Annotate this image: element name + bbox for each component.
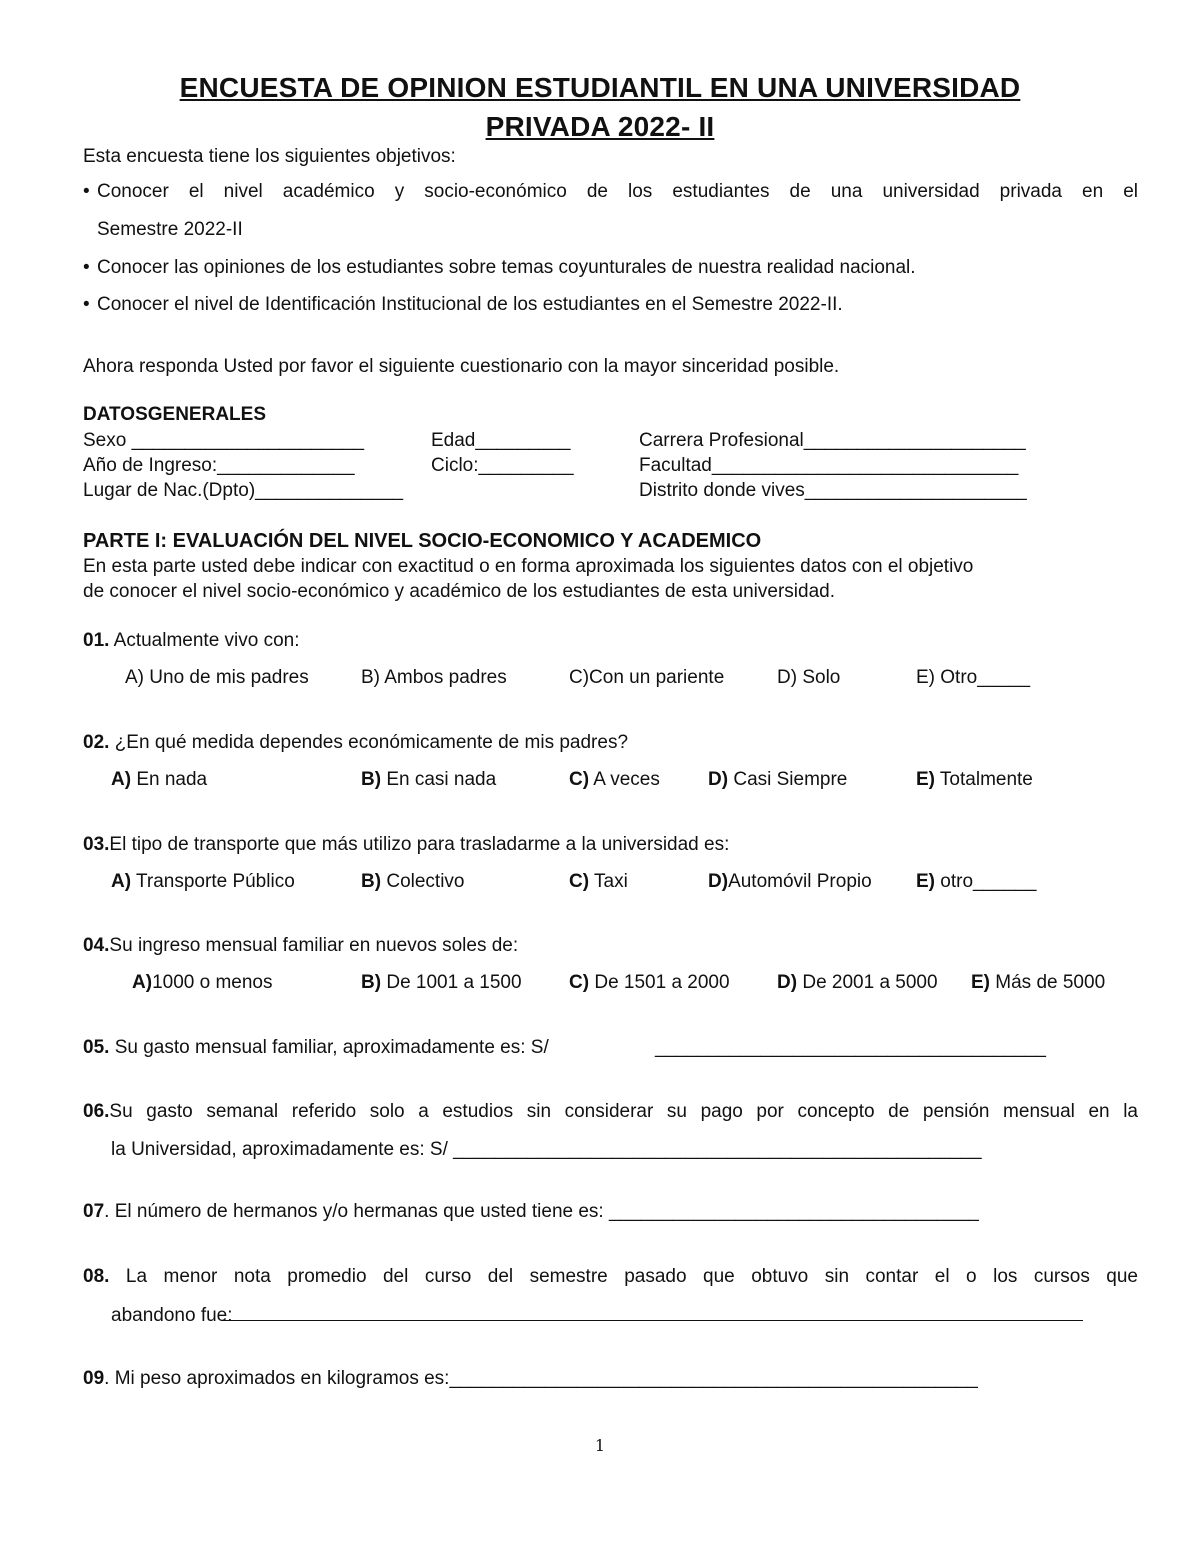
- q02-option-c[interactable]: C) A veces: [569, 769, 660, 790]
- question-07[interactable]: 07. El número de hermanos y/o hermanas que usted tiene es: ___________________________________: [83, 1201, 979, 1222]
- q03-option-d[interactable]: D)Automóvil Propio: [708, 871, 872, 892]
- question-06: 06.Su gasto semanal referido solo a estudios sin considerar su pago por concepto de pensión mensual en la: [83, 1101, 1138, 1122]
- q08-underline[interactable]: [221, 1302, 1083, 1321]
- q03-option-c[interactable]: C) Taxi: [569, 871, 628, 892]
- question-01: 01. Actualmente vivo con:: [83, 630, 300, 651]
- q08-answer-line[interactable]: abandono fue:: [111, 1302, 1083, 1328]
- ingreso-field[interactable]: Año de Ingreso:_____________: [83, 455, 355, 476]
- datos-generales-heading: DATOSGENERALES: [83, 404, 266, 425]
- parte1-desc-2: de conocer el nivel socio-económico y académico de los estudiantes de esta universidad.: [83, 581, 835, 602]
- q05-answer-blank[interactable]: _____________________________________: [655, 1037, 1046, 1058]
- question-04: 04.Su ingreso mensual familiar en nuevos soles de:: [83, 935, 519, 956]
- q01-option-e[interactable]: E) Otro_____: [916, 667, 1031, 688]
- q03-option-a[interactable]: A) Transporte Público: [111, 871, 295, 892]
- q01-option-c[interactable]: C)Con un pariente: [569, 667, 725, 688]
- ciclo-field[interactable]: Ciclo:_________: [431, 455, 574, 476]
- q04-option-e[interactable]: E) Más de 5000: [971, 972, 1106, 993]
- parte1-desc-1: En esta parte usted debe indicar con exactitud o en forma aproximada los siguientes datos con el objetivo: [83, 556, 974, 577]
- lugar-field[interactable]: Lugar de Nac.(Dpto)______________: [83, 480, 404, 501]
- page-number: 1: [594, 1436, 606, 1455]
- objective-1: • Conocer el nivel académico y socio-económico de los estudiantes de una universidad privada en el: [83, 180, 1138, 204]
- question-08: 08. La menor nota promedio del curso del semestre pasado que obtuvo sin contar el o los cursos que: [83, 1266, 1138, 1287]
- parte1-heading: PARTE I: EVALUACIÓN DEL NIVEL SOCIO-ECONOMICO Y ACADEMICO: [83, 530, 762, 552]
- q04-option-b[interactable]: B) De 1001 a 1500: [361, 972, 522, 993]
- q02-option-a[interactable]: A) En nada: [111, 769, 208, 790]
- q01-option-d[interactable]: D) Solo: [777, 667, 841, 688]
- objective-3: • Conocer el nivel de Identificación Institucional de los estudiantes en el Semestre 2022-II.: [83, 293, 843, 317]
- objective-1-continued: Semestre 2022-II: [97, 219, 243, 240]
- q04-option-a[interactable]: A)1000 o menos: [132, 972, 273, 993]
- survey-title-line1: ENCUESTA DE OPINION ESTUDIANTIL EN UNA UNIVERSIDAD: [179, 72, 1021, 103]
- q04-option-d[interactable]: D) De 2001 a 5000: [777, 972, 938, 993]
- q03-option-e[interactable]: E) otro______: [916, 871, 1037, 892]
- q04-option-c[interactable]: C) De 1501 a 2000: [569, 972, 730, 993]
- carrera-field[interactable]: Carrera Profesional_____________________: [639, 430, 1026, 451]
- q03-option-b[interactable]: B) Colectivo: [361, 871, 465, 892]
- question-09[interactable]: 09. Mi peso aproximados en kilogramos es:__________________________________________________: [83, 1368, 978, 1389]
- q06-answer-line[interactable]: la Universidad, aproximadamente es: S/ __________________________________________________: [111, 1139, 982, 1160]
- objective-2: • Conocer las opiniones de los estudiantes sobre temas coyunturales de nuestra realidad nacional.: [83, 256, 916, 280]
- survey-title-line2: PRIVADA 2022- II: [485, 111, 715, 142]
- instruction-text: Ahora responda Usted por favor el siguiente cuestionario con la mayor sinceridad posible.: [83, 356, 840, 377]
- sexo-field[interactable]: Sexo ______________________: [83, 430, 365, 451]
- q02-option-b[interactable]: B) En casi nada: [361, 769, 497, 790]
- facultad-field[interactable]: Facultad_____________________________: [639, 455, 1019, 476]
- edad-field[interactable]: Edad_________: [431, 430, 571, 451]
- q02-option-d[interactable]: D) Casi Siempre: [708, 769, 848, 790]
- q01-option-a[interactable]: A) Uno de mis padres: [125, 667, 309, 688]
- distrito-field[interactable]: Distrito donde vives_____________________: [639, 480, 1027, 501]
- q02-option-e[interactable]: E) Totalmente: [916, 769, 1033, 790]
- intro-lead: Esta encuesta tiene los siguientes objetivos:: [83, 146, 456, 167]
- question-02: 02. ¿En qué medida dependes económicamente de mis padres?: [83, 732, 629, 753]
- question-05: 05. Su gasto mensual familiar, aproximadamente es: S/: [83, 1037, 549, 1058]
- question-03: 03.El tipo de transporte que más utilizo para trasladarme a la universidad es:: [83, 834, 730, 855]
- q01-option-b[interactable]: B) Ambos padres: [361, 667, 507, 688]
